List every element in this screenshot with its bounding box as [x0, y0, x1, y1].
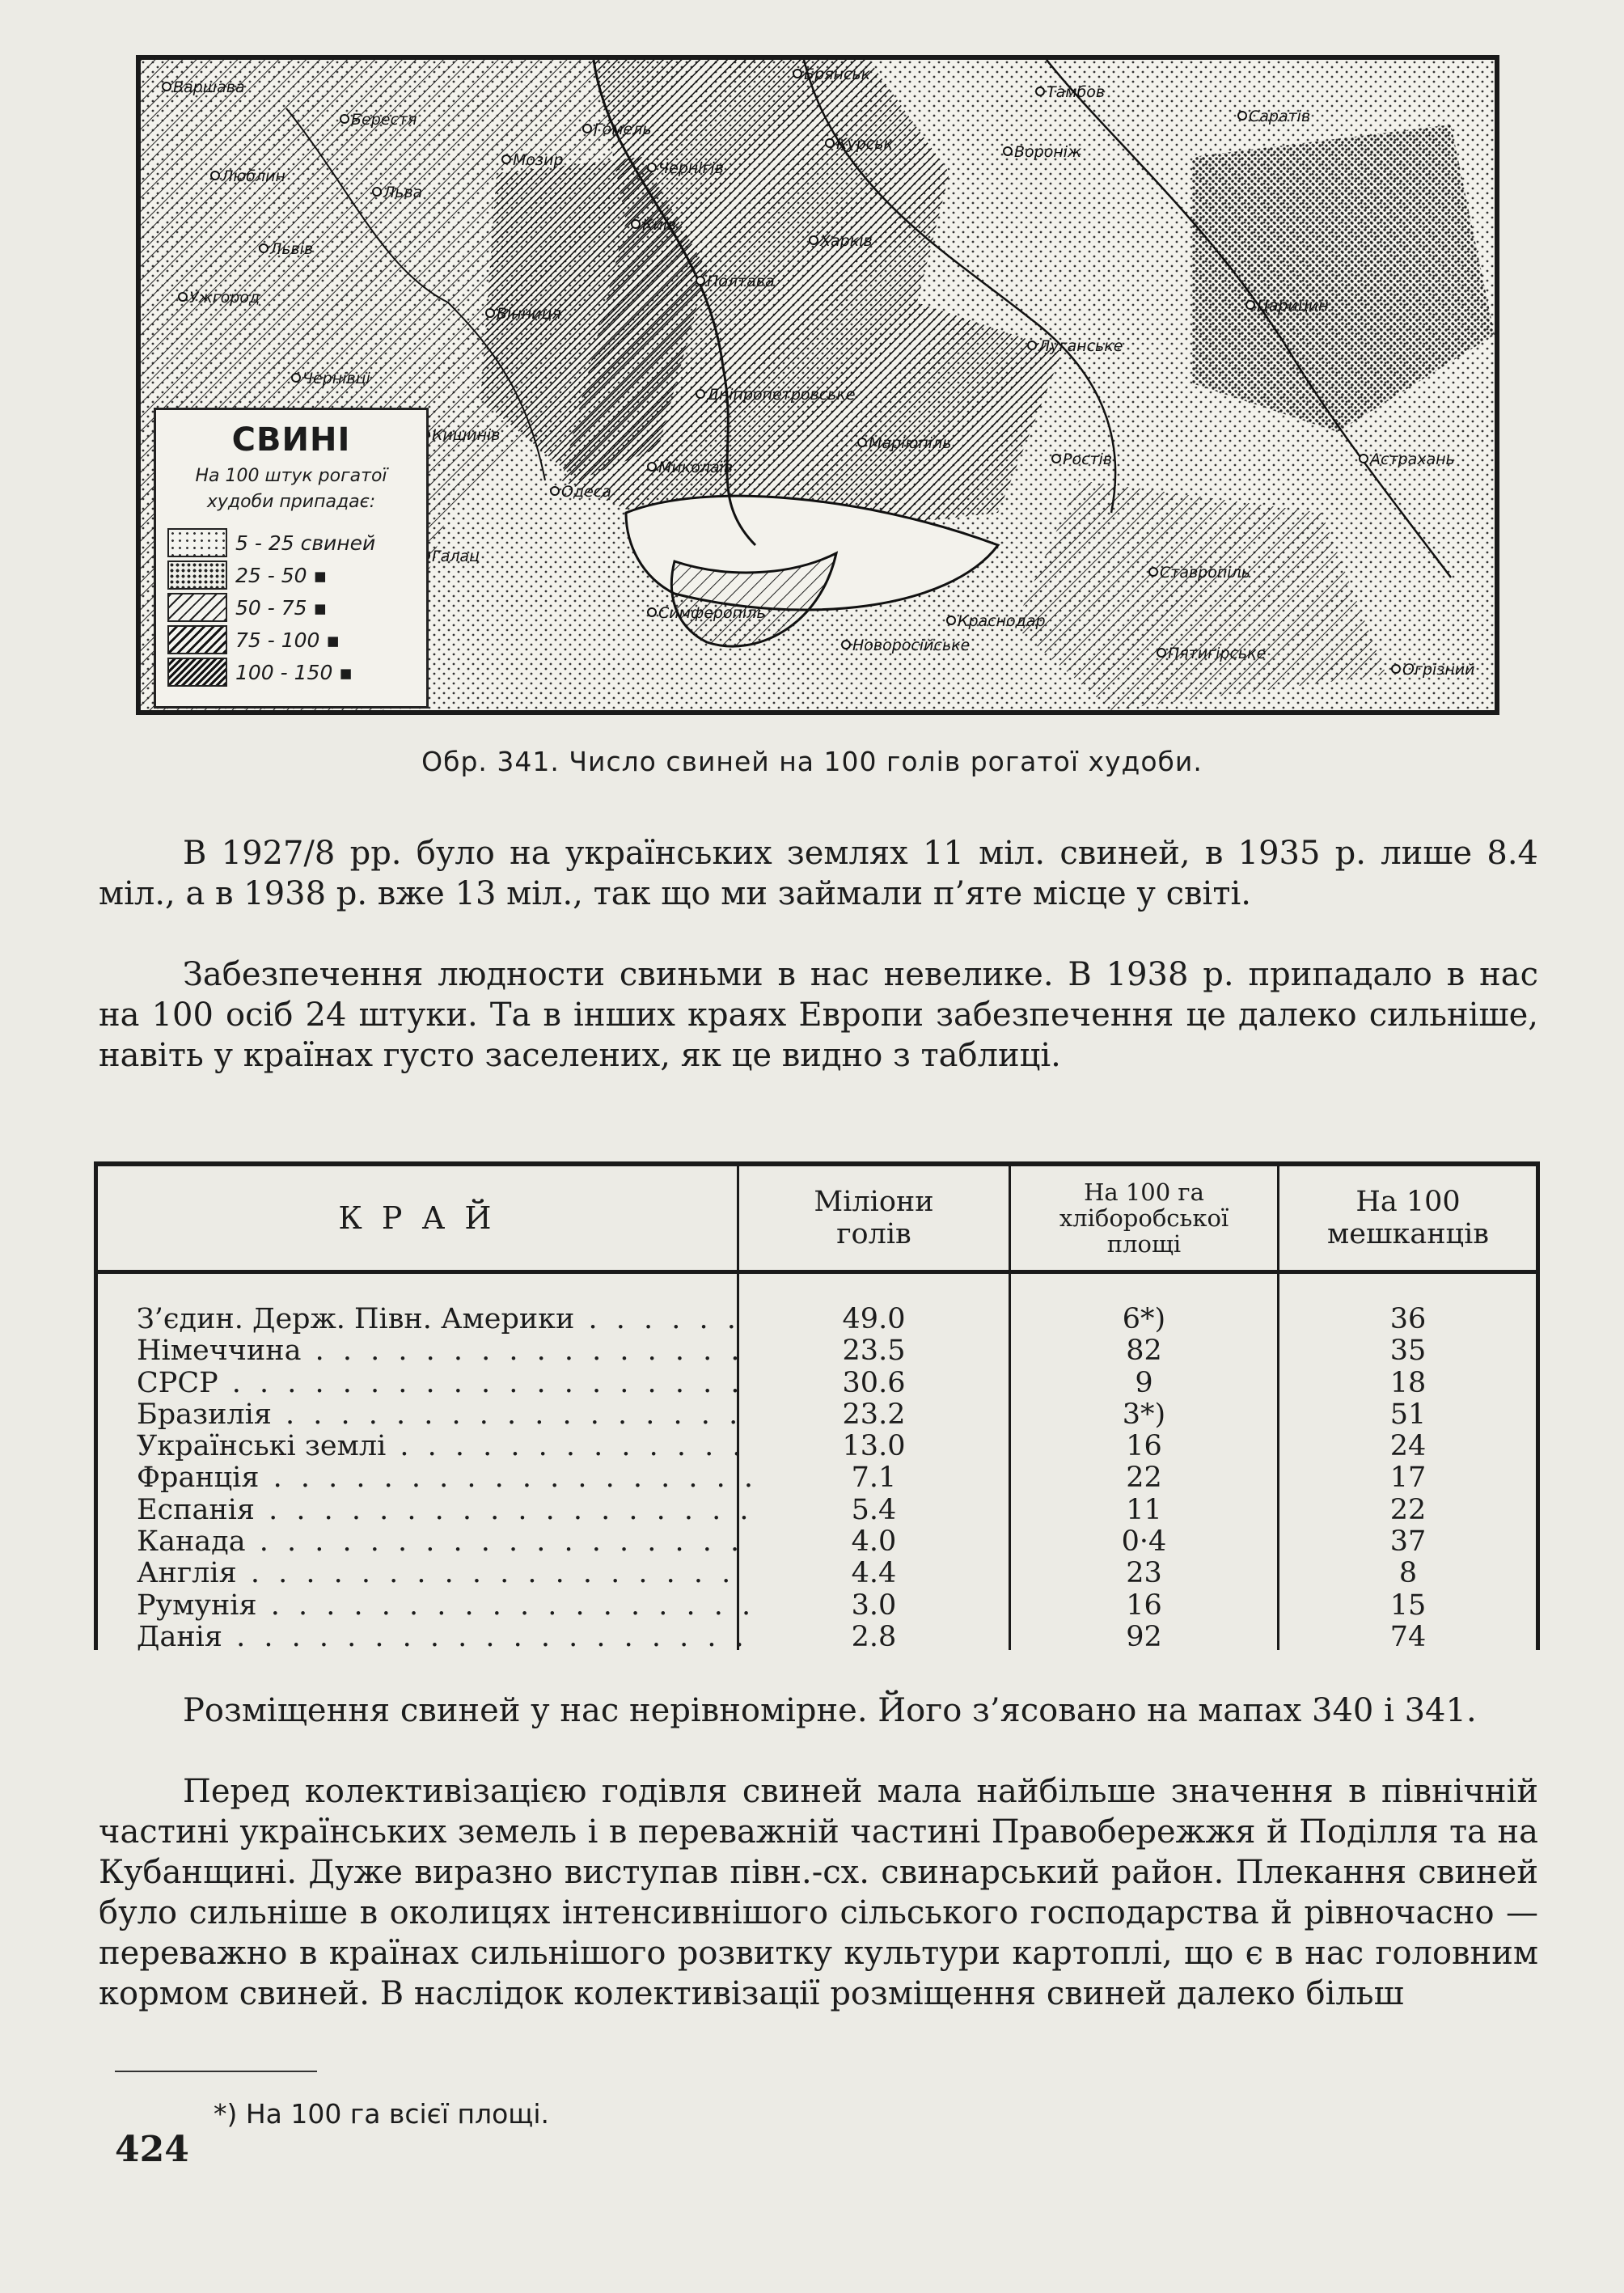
cell-per-ha: 16 [1126, 1430, 1162, 1463]
city-label: Вороніж [1014, 143, 1082, 161]
header-country [98, 1166, 737, 1270]
city-marker [793, 66, 871, 83]
cell-per-ha: 92 [1126, 1620, 1162, 1653]
city-label: Чернівці [302, 370, 370, 387]
city-dot [583, 125, 591, 133]
cell-per-residents: 24 [1389, 1430, 1427, 1463]
cell-millions: 5.4 [851, 1493, 897, 1526]
table-row [98, 1495, 1536, 1526]
city-dot [211, 171, 219, 180]
city-dot [1052, 455, 1060, 463]
footnote-rule [115, 2071, 317, 2072]
cell-country: З’єдин. Держ. Півн. Америки . . . [137, 1304, 751, 1335]
city-label: Миколаїв [658, 459, 734, 476]
cell-per-ha: 23 [1126, 1557, 1162, 1590]
city-label: Полтава [707, 273, 775, 290]
city-dot [648, 608, 656, 616]
legend-item [167, 593, 327, 622]
city-dot [179, 293, 187, 301]
legend-item [167, 625, 340, 654]
table-row [98, 1304, 1536, 1335]
city-marker [648, 604, 766, 622]
city-dot [858, 438, 866, 446]
cell-country: СРСР . . . [137, 1368, 751, 1399]
city-dot [260, 244, 268, 252]
cell-per-residents: 36 [1389, 1303, 1427, 1335]
legend-subtitle [156, 463, 426, 515]
city-label: Ужгород [189, 289, 260, 307]
cell-per-residents: 35 [1389, 1335, 1427, 1368]
city-marker [648, 159, 724, 177]
cell-millions: 49.0 [842, 1303, 906, 1335]
map-figure [136, 55, 1499, 715]
city-label: Вінниця [497, 305, 561, 323]
cell-per-ha: 11 [1126, 1493, 1162, 1526]
cell-millions: 30.6 [842, 1366, 906, 1399]
cell-per-residents: 8 [1398, 1557, 1418, 1590]
table-row [98, 1526, 1536, 1558]
city-marker [583, 121, 652, 138]
city-label: Маріюпіль [869, 434, 952, 452]
city-marker [1149, 564, 1250, 582]
city-label: Кишинів [432, 426, 501, 444]
city-marker [179, 289, 260, 307]
city-marker [947, 612, 1046, 630]
city-dot [1036, 87, 1044, 95]
city-dot [1149, 568, 1157, 576]
legend-swatch [167, 593, 227, 622]
table-row [98, 1399, 1536, 1431]
table-row [98, 1431, 1536, 1462]
table-row [98, 1462, 1536, 1494]
header-millions [739, 1166, 1009, 1270]
city-label: Чернігів [658, 159, 724, 177]
city-dot [551, 487, 559, 495]
header-text: На 100 га [1084, 1178, 1204, 1206]
city-dot [1004, 147, 1012, 155]
city-marker [340, 111, 417, 129]
city-dot [648, 463, 656, 471]
cell-per-residents: 18 [1389, 1366, 1427, 1399]
legend-label: 100 - 150 ▪ [235, 660, 353, 684]
legend-label: 25 - 50 ▪ [235, 563, 328, 587]
cell-per-ha: 6*) [1122, 1303, 1166, 1335]
cell-millions: 23.2 [842, 1398, 906, 1431]
city-dot [1238, 112, 1246, 120]
cell-per-residents: 15 [1389, 1589, 1427, 1622]
city-label: Галац [432, 548, 480, 565]
table-row [98, 1558, 1536, 1589]
city-dot [340, 115, 349, 123]
city-marker [826, 135, 893, 153]
city-marker [696, 273, 775, 290]
city-marker [858, 434, 951, 452]
cell-country: Еспанія . . . [137, 1495, 751, 1526]
table-body [98, 1304, 1536, 1653]
city-dot [486, 309, 494, 317]
cell-per-ha: 22 [1126, 1462, 1162, 1495]
city-label: Львів [270, 240, 314, 258]
legend-subtitle-line: худоби припадає: [206, 492, 376, 512]
paragraph: Забезпечення людности свиньми в нас невелике. В 1938 р. припадало в нас на 100 осіб 24 штуки. Та в інших краях Европи забезпечення це далеко сильніше, навіть у країнах густо заселених, як це видно з таблиці. [99, 956, 1538, 1074]
table-row [98, 1590, 1536, 1622]
city-label: Одеса [561, 483, 611, 501]
city-label: Астрахань [1370, 451, 1455, 468]
city-dot [696, 390, 704, 398]
city-label: Краснодар [958, 612, 1046, 630]
cell-millions: 4.0 [851, 1525, 897, 1559]
header-text: Міліони [814, 1186, 934, 1218]
city-label: Дніпропетровське [707, 386, 856, 404]
city-marker [648, 459, 733, 476]
legend-item [167, 528, 375, 557]
page-number: 424 [115, 2129, 189, 2170]
cell-per-ha: 3*) [1122, 1398, 1166, 1431]
cell-millions: 23.5 [842, 1335, 906, 1368]
city-label: Льва [383, 184, 423, 201]
city-dot [1028, 341, 1036, 349]
city-label: Тамбов [1047, 83, 1106, 101]
cell-country: Канада . . . [137, 1526, 751, 1558]
city-marker [292, 370, 371, 387]
paragraph: Розміщення свиней у нас нерівномірне. Його з’ясовано на мапах 340 і 341. [183, 1692, 1477, 1729]
cell-per-residents: 51 [1389, 1398, 1427, 1431]
city-marker [842, 637, 970, 654]
cell-country: Англія . . . [137, 1558, 751, 1589]
city-dot [826, 139, 834, 147]
cell-per-residents: 17 [1389, 1462, 1427, 1495]
city-marker [211, 167, 285, 185]
city-marker [421, 426, 500, 444]
city-marker [1246, 297, 1329, 315]
cell-country: Бразилія . . . [137, 1399, 751, 1431]
header-text: голів [836, 1218, 911, 1250]
header-text: хліборобської [1059, 1204, 1229, 1232]
city-dot [810, 236, 818, 244]
city-label: Огрізний [1402, 661, 1475, 679]
cell-country: Румунія . . . [137, 1590, 751, 1622]
header-text: К Р А Й [338, 1200, 497, 1236]
city-label: Брянськ [804, 66, 871, 83]
city-marker [1238, 108, 1310, 125]
cell-per-ha: 82 [1126, 1335, 1162, 1368]
cell-per-residents: 37 [1389, 1525, 1427, 1559]
data-table [94, 1161, 1540, 1653]
cell-country: Данія . . . [137, 1622, 751, 1653]
header-per-residents [1279, 1166, 1537, 1270]
city-label: Симферопіль [658, 604, 766, 622]
legend-swatch [167, 561, 227, 590]
legend-swatch [167, 528, 227, 557]
city-marker [1157, 645, 1266, 662]
header-divider [98, 1270, 1536, 1274]
header-text: мешканців [1327, 1218, 1489, 1250]
city-label: Царицин [1257, 297, 1329, 315]
cell-per-residents: 74 [1389, 1620, 1427, 1653]
city-label: Ростів [1063, 451, 1113, 468]
header-per-ha [1011, 1166, 1277, 1270]
city-label: Берестя [351, 111, 417, 129]
city-dot [502, 155, 510, 163]
city-marker [1036, 83, 1105, 101]
city-label: Курськ [836, 135, 893, 153]
city-dot [163, 82, 171, 91]
city-dot [793, 70, 801, 78]
paragraph: Перед колективізацією годівля свиней мала найбільше значення в північній частині українських земель і в переважній частині Правобережжя й Поділля та на Кубанщині. Дуже виразно виступав півн.-сх. свинарський район. Плекання свиней було сильніше в околицях інтенсивнішого сільського господарства й рівночасно — переважно в країнах сильнішого розвитку культури картоплі, що є в нас головним кормом свиней. В наслідок колективізації розміщення свиней далеко більш [99, 1773, 1538, 2012]
city-dot [1360, 455, 1368, 463]
city-dot [632, 220, 640, 228]
city-dot [947, 616, 955, 624]
cell-country: Українські землі . . . [137, 1431, 751, 1462]
legend-swatch [167, 658, 227, 687]
paragraph: В 1927/8 рр. було на українських землях 11 міл. свиней, в 1935 р. лише 8.4 міл., а в 1938 р. вже 13 міл., так що ми займали п’яте місце у світі. [99, 835, 1538, 912]
city-marker [1392, 661, 1475, 679]
table-row [98, 1335, 1536, 1367]
cell-millions: 7.1 [851, 1462, 897, 1495]
cell-millions: 2.8 [851, 1620, 897, 1653]
legend-subtitle-line: На 100 штук рогатої [195, 466, 387, 486]
city-marker [163, 78, 245, 96]
cell-millions: 4.4 [851, 1557, 897, 1590]
legend-label: 5 - 25 свиней [235, 531, 376, 555]
map-legend [154, 408, 429, 709]
city-label: Гомель [594, 121, 652, 138]
city-dot [1392, 665, 1400, 673]
table-row [98, 1622, 1536, 1653]
city-label: Саратів [1249, 108, 1311, 125]
city-label: Мозир [513, 151, 564, 169]
cell-country: Франція . . . [137, 1462, 751, 1494]
city-marker [1028, 337, 1123, 355]
legend-label: 50 - 75 ▪ [235, 595, 328, 620]
city-dot [292, 374, 300, 382]
city-dot [1246, 301, 1254, 309]
figure-caption: Обр. 341. Число свиней на 100 голів рогатої худоби. [421, 746, 1203, 777]
legend-title: СВИНІ [231, 421, 351, 459]
header-text: На 100 [1355, 1186, 1461, 1218]
city-dot [373, 188, 381, 196]
city-dot [696, 277, 704, 285]
city-dot [1157, 649, 1165, 657]
city-marker [486, 305, 561, 323]
cell-per-residents: 22 [1389, 1493, 1427, 1526]
cell-per-ha: 0·4 [1121, 1525, 1167, 1559]
city-label: Київ [642, 216, 677, 234]
city-label: Пятигірське [1168, 645, 1267, 662]
city-dot [842, 641, 850, 649]
city-label: Новоросійське [852, 637, 971, 654]
legend-swatch [167, 625, 227, 654]
city-marker [696, 386, 856, 404]
legend-item [167, 561, 327, 590]
city-label: Ставропіль [1160, 564, 1250, 582]
cell-per-ha: 9 [1135, 1366, 1153, 1399]
city-dot [648, 163, 656, 171]
header-text: площі [1106, 1230, 1182, 1258]
cell-country: Німеччина . . . [137, 1335, 751, 1367]
cell-millions: 13.0 [842, 1430, 906, 1463]
cell-per-ha: 16 [1126, 1589, 1162, 1622]
city-marker [1004, 143, 1081, 161]
city-label: Харків [820, 232, 873, 250]
legend-label: 75 - 100 ▪ [235, 628, 340, 652]
cell-millions: 3.0 [851, 1589, 897, 1622]
city-label: Луганське [1038, 337, 1123, 355]
footnote: *) На 100 га всієї площі. [214, 2098, 550, 2130]
city-label: Люблин [222, 167, 285, 185]
city-label: Варшава [173, 78, 245, 96]
table-row [98, 1368, 1536, 1399]
city-marker [1360, 451, 1455, 468]
legend-item [167, 658, 353, 687]
